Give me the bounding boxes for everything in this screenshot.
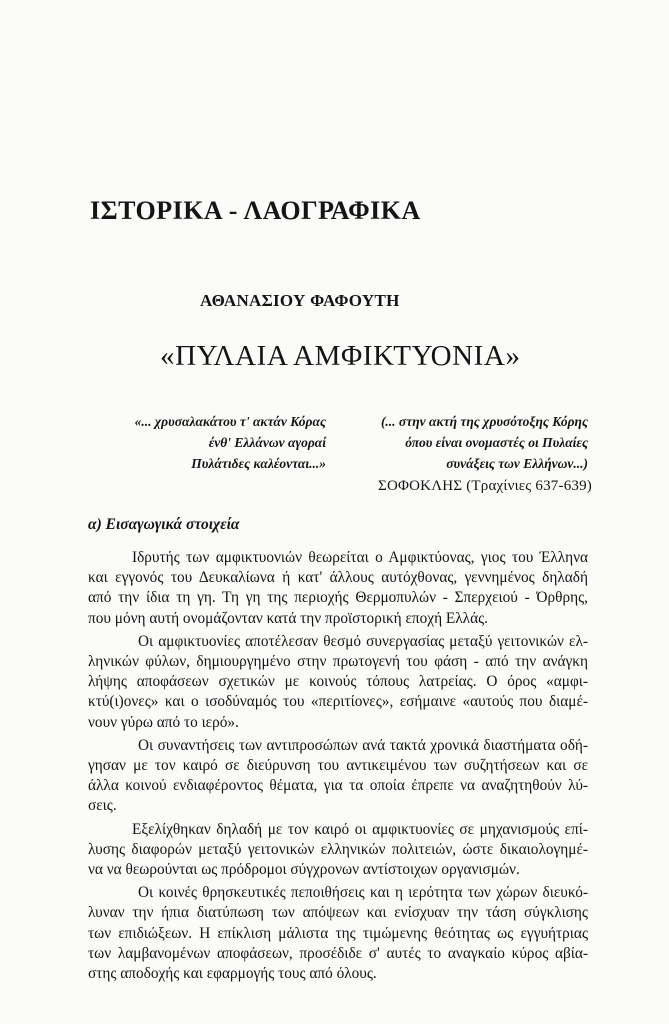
epigraph-original-line: Πυλάτιδες καλέονται...»	[191, 456, 326, 471]
text-line: των λαμβανομένων αποφάσεων, προσέδιδε σ' αυτές το αναγκαίο κύρος αβία-	[88, 944, 588, 962]
text-line: λυναν την ήπια διατύπωση των απόψεων και ενίσχυαν την τάση σύγκλισης	[88, 904, 588, 922]
text-line: άλλα κοινού ενδιαφέροντος θέματα, για τα οποία έπρεπε να αναζητηθούν λύ-	[88, 777, 588, 795]
epigraph-translation-line: όπου είναι ονομαστές οι Πυλαίες	[405, 435, 588, 450]
text-line: να να θεωρούνται ως πρόδρομοι σύγχρονων αντίστοιχων οργανισμών.	[88, 861, 520, 879]
paragraph	[88, 548, 588, 629]
epigraph-original-line: ένθ' Ελλάνων αγοραί	[208, 435, 326, 450]
article-title: «ΠΥΛΑΙΑ ΑΜΦΙΚΤΥΟΝΙΑ»	[160, 340, 521, 372]
paragraph	[88, 736, 588, 817]
body-text	[88, 548, 588, 987]
text-line: νουν γύρω από το ιερό».	[88, 713, 239, 731]
text-line: και εγγονός του Δευκαλίωνα ή κατ' άλλους αυτόχθονας, γεννημένος δηλαδή	[88, 569, 588, 587]
paragraph	[88, 632, 588, 733]
paragraph	[88, 820, 588, 881]
epigraph-original-line: «... χρυσαλακάτου τ' ακτάν Κόρας	[134, 414, 326, 429]
text-line: σεις.	[88, 797, 117, 815]
text-line: Εξελίχθηκαν δηλαδή με τον καιρό οι αμφικτυονίες σε μηχανισμούς επί-	[132, 820, 588, 838]
epigraph-translation-line: (... στην ακτή της χρυσότοξης Κόρης	[380, 414, 588, 429]
text-line: από την ίδια τη γη. Τη γη της περιοχής Θερμοπυλών - Σπερχειού - Όρθρης,	[88, 589, 588, 607]
epigraph-original	[86, 411, 326, 474]
text-line: Οι αμφικτυονίες αποτέλεσαν θεσμό συνεργασίας μεταξύ γειτονικών ελ-	[138, 632, 588, 650]
text-line: ληνικών φύλων, δημιουργημένο στην πρωτογενή του φάση - από την ανάγκη	[88, 653, 588, 671]
text-line: Ιδρυτής των αμφικτυονιών θεωρείται ο Αμφικτύονας, γιος του Έλληνα	[132, 549, 588, 566]
text-line: λυσης διαφορών μεταξύ γειτονικών ελληνικών πολιτειών, ώστε δικαιολογημέ-	[88, 840, 588, 858]
text-line: κτύ(ι)ονες» και ο ισοδύναμός του «περιτίονες», εσήμαινε «αυτούς που διαμέ-	[88, 693, 588, 711]
text-line: των επιδιώξεων. Η επίκλιση μάλιστα της τιμώμενης θεότητας ως εγγυήτριας	[88, 924, 588, 942]
text-line: Οι συναντήσεις των αντιπροσώπων ανά τακτά χρονικά διαστήματα οδή-	[138, 736, 588, 754]
epigraph-translation-line: συνάξεις των Ελλήνων...)	[446, 456, 588, 471]
text-line: Οι κοινές θρησκευτικές πεποιθήσεις και η ιερότητα των χώρων διευκό-	[138, 884, 588, 902]
text-line: στης αποδοχής και εφαρμογής τους από όλους.	[88, 965, 377, 983]
epigraph-attribution: ΣΟΦΟΚΛΗΣ (Τραχίνιες 637-639)	[378, 478, 592, 494]
text-line: λήψης αποφάσεων σχετικών με κοινούς τόπους λατρείας. Ο όρος «αμφι-	[88, 673, 588, 691]
subsection-title: α) Εισαγωγικά στοιχεία	[88, 516, 240, 533]
author-name: ΑΘΑΝΑΣΙΟΥ ΦΑΦΟΥΤΗ	[200, 291, 400, 310]
text-line: γησαν με τον καιρό σε διεύρυνση του αντικειμένου των συζητήσεων και σε	[88, 757, 588, 775]
text-line: που μόνη αυτή ονομάζονταν κατά την προϊστορική εποχή Ελλάς.	[88, 609, 488, 627]
epigraph-translation	[338, 411, 588, 474]
paragraph	[88, 883, 588, 984]
section-heading: ΙΣΤΟΡΙΚΑ - ΛΑΟΓΡΑΦΙΚΑ	[90, 196, 421, 225]
